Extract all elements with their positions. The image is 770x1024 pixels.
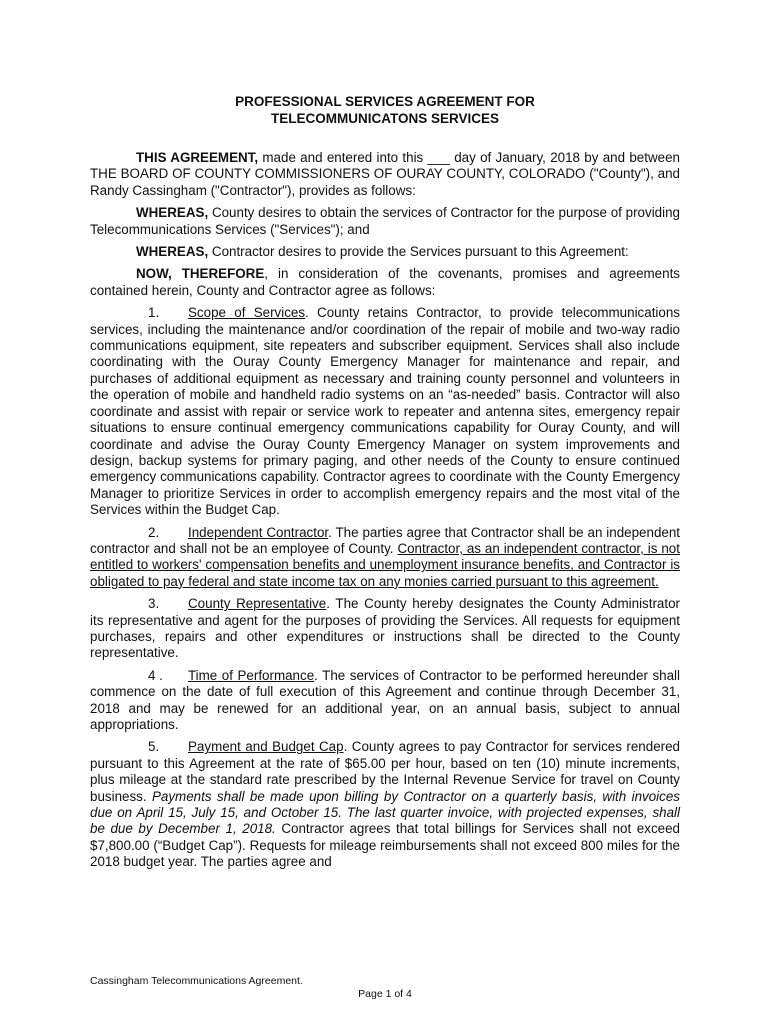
section-heading: Payment and Budget Cap: [188, 739, 344, 755]
section-heading: Time of Performance: [188, 667, 315, 683]
section-5-payment-budget-cap: 5. Payment and Budget Cap. County agrees to pay Contractor for services rendered pursuant to this Agreement at the rate of $65.00 per hour, based on ten (10) minute increments, plus mileage at the standard rate prescribed by the Internal Revenue Service for travel on County business. Payments shall be made upon billing by Contractor on a quarterly basis, with invoices due on April 15, July 15, and October 15. The last quarter invoice, with projected expenses, shall be due by December 1, 2018. Contractor agrees that total billings for Services shall not exceed $7,800.00 (“Budget Cap”). Requests for mileage reimbursements shall not exceed 800 miles for the 2018 budget year. The parties agree and: [90, 739, 681, 870]
intro-paragraph: THIS AGREEMENT, made and entered into this ___ day of January, 2018 by and between THE BOARD OF COUNTY COMMISSIONERS OF OURAY COUNTY, COLORADO ("County"), and Randy Cassingham ("Contractor"), provides as follows:: [90, 150, 680, 198]
section-3-county-representative: 3. County Representative. The County hereby designates the County Administrator its representative and agent for the purposes of providing the Services. All requests for equipment purchases, repairs and other expenditures or instructions shall be directed to the County representative.: [90, 596, 680, 661]
whereas-paragraph-1: WHEREAS, County desires to obtain the services of Contractor for the purpose of providing Telecommunications Services ("Services"); and: [90, 205, 680, 237]
footer-document-name: Cassingham Telecommunications Agreement.: [90, 975, 303, 987]
whereas-paragraph-2: WHEREAS, Contractor desires to provide the Services pursuant to this Agreement:: [136, 244, 629, 260]
title-line-2: TELECOMMUNICATONS SERVICES: [270, 111, 500, 126]
section-2-independent-contractor: 2. Independent Contractor. The parties agree that Contractor shall be an independent contractor and shall not be an employee of County. Contractor, as an independent contractor, is not entitled to workers' compensation benefits and unemployment insurance benefits, and Contractor is obligated to pay federal and state income tax on any monies carried pursuant to this agreement.: [90, 524, 681, 589]
footer-page-number: Page 1 of 4: [358, 988, 412, 1000]
section-4-time-of-performance: 4 . Time of Performance. The services of Contractor to be performed hereunder shall commence on the date of full execution of this Agreement and continue through December 31, 2018 and may be renewed for an additional year, on an annual basis, subject to annual appropriations.: [90, 667, 680, 732]
section-heading: County Representative: [188, 596, 327, 612]
now-therefore-paragraph: NOW, THEREFORE, in consideration of the covenants, promises and agreements contained herein, County and Contractor agree as follows:: [90, 266, 680, 298]
section-heading: Independent Contractor: [188, 524, 329, 540]
document-title: [90, 93, 680, 127]
section-1-scope: 1. Scope of Services. County retains Contractor, to provide telecommunications services, including the maintenance and/or coordination of the repair of mobile and two-way radio communications equipment, site repeaters and subscriber equipment. Services shall also include coordinating with the Ouray County Emergency Manager for maintenance and repair, and purchases of additional equipment as necessary and training county personnel and volunteers in the operation of mobile and handheld radio systems on an “as-needed” basis. Contractor will also coordinate and assist with repair or service work to repeater and antenna sites, emergency repair situations to ensure continual emergency communications capability for Ouray County, and will coordinate and advise the Ouray County Emergency Manager on system improvements and design, backup systems for primary paging, and other needs of the County to ensure continued emergency communications capability. Contractor agrees to coordinate with the County Emergency Manager to prioritize Services in order to accomplish emergency repairs and the most vital of the Services within the Budget Cap.: [90, 305, 680, 518]
document-body: [90, 150, 680, 877]
section-heading: Scope of Services: [188, 305, 306, 321]
title-line-1: PROFESSIONAL SERVICES AGREEMENT FOR: [235, 94, 535, 109]
